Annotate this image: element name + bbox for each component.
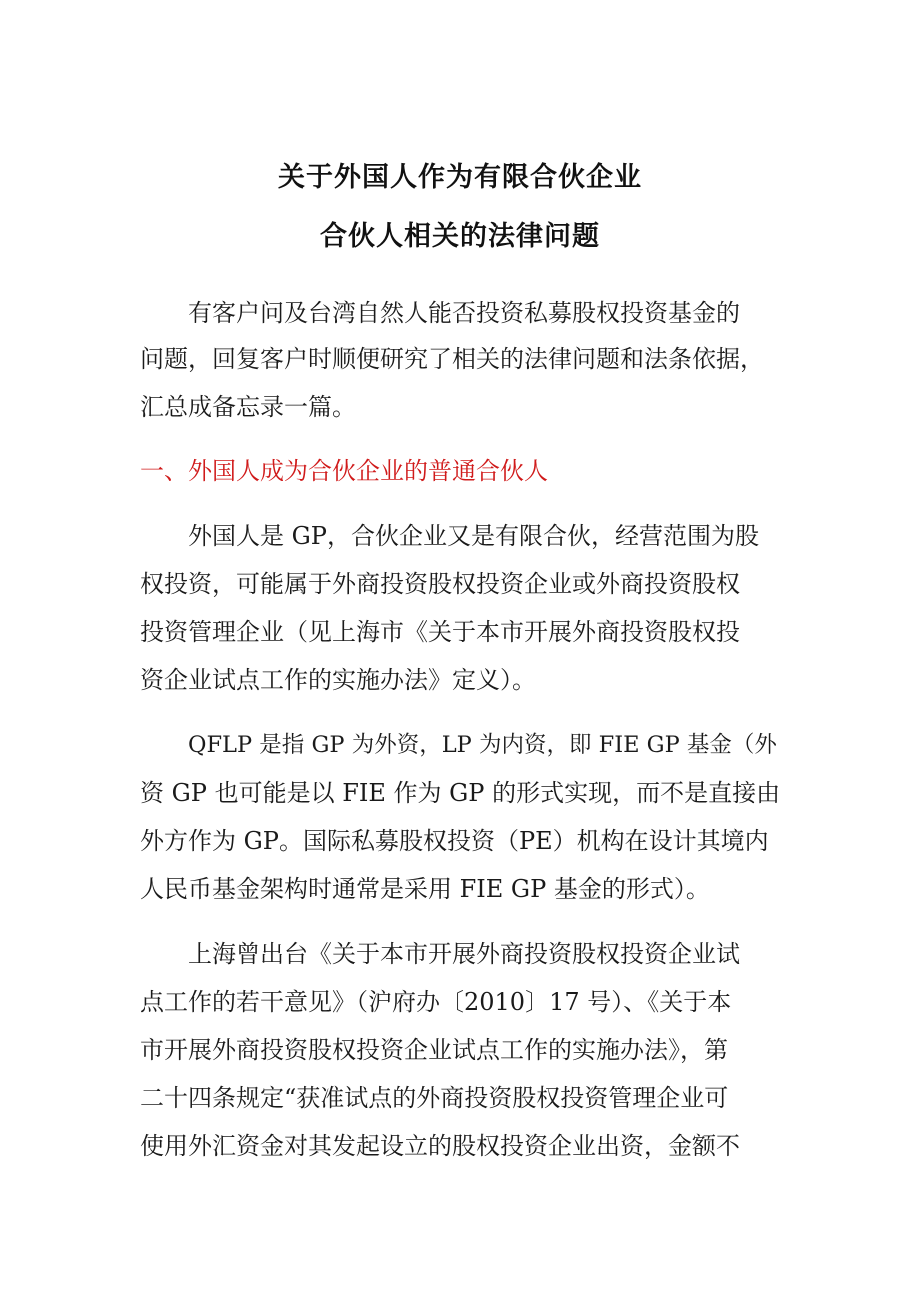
document-title-line-2: 合伙人相关的法律问题 bbox=[320, 221, 600, 252]
paragraph-3-line-1: QFLP 是指 GP 为外资，LP 为内资，即 FIE GP 基金（外 bbox=[188, 732, 777, 758]
paragraph-3-line-2: 资 GP 也可能是以 FIE 作为 GP 的形式实现，而不是直接由 bbox=[140, 779, 781, 807]
paragraph-2-line-4: 资企业试点工作的实施办法》定义）。 bbox=[140, 666, 536, 694]
paragraph-4-line-3: 市开展外商投资股权投资企业试点工作的实施办法》，第 bbox=[140, 1036, 728, 1064]
paragraph-1-line-1: 有客户问及台湾自然人能否投资私募股权投资基金的 bbox=[188, 299, 740, 327]
document-title-line-1: 关于外国人作为有限合伙企业 bbox=[278, 162, 642, 193]
paragraph-2-line-2: 权投资，可能属于外商投资股权投资企业或外商投资股权 bbox=[140, 570, 740, 598]
paragraph-1-line-2: 问题，回复客户时顺便研究了相关的法律问题和法条依据， bbox=[140, 345, 764, 373]
section-heading-1: 一、外国人成为合伙企业的普通合伙人 bbox=[140, 457, 548, 485]
paragraph-4-line-1: 上海曾出台《关于本市开展外商投资股权投资企业试 bbox=[188, 940, 740, 968]
paragraph-4-line-5: 使用外汇资金对其发起设立的股权投资企业出资，金额不 bbox=[140, 1132, 740, 1160]
paragraph-3-line-4: 人民币基金架构时通常是采用 FIE GP 基金的形式）。 bbox=[140, 875, 710, 903]
paragraph-2-line-3: 投资管理企业（见上海市《关于本市开展外商投资股权投 bbox=[140, 618, 740, 646]
paragraph-4-line-2: 点工作的若干意见》（沪府办〔2010〕17 号）、《关于本 bbox=[140, 988, 732, 1016]
paragraph-1-line-3: 汇总成备忘录一篇。 bbox=[140, 393, 356, 421]
paragraph-3-line-3: 外方作为 GP。国际私募股权投资（PE）机构在设计其境内 bbox=[140, 827, 769, 855]
paragraph-4-line-4: 二十四条规定“获准试点的外商投资股权投资管理企业可 bbox=[140, 1084, 729, 1112]
paragraph-2-line-1: 外国人是 GP，合伙企业又是有限合伙，经营范围为股 bbox=[188, 522, 759, 550]
